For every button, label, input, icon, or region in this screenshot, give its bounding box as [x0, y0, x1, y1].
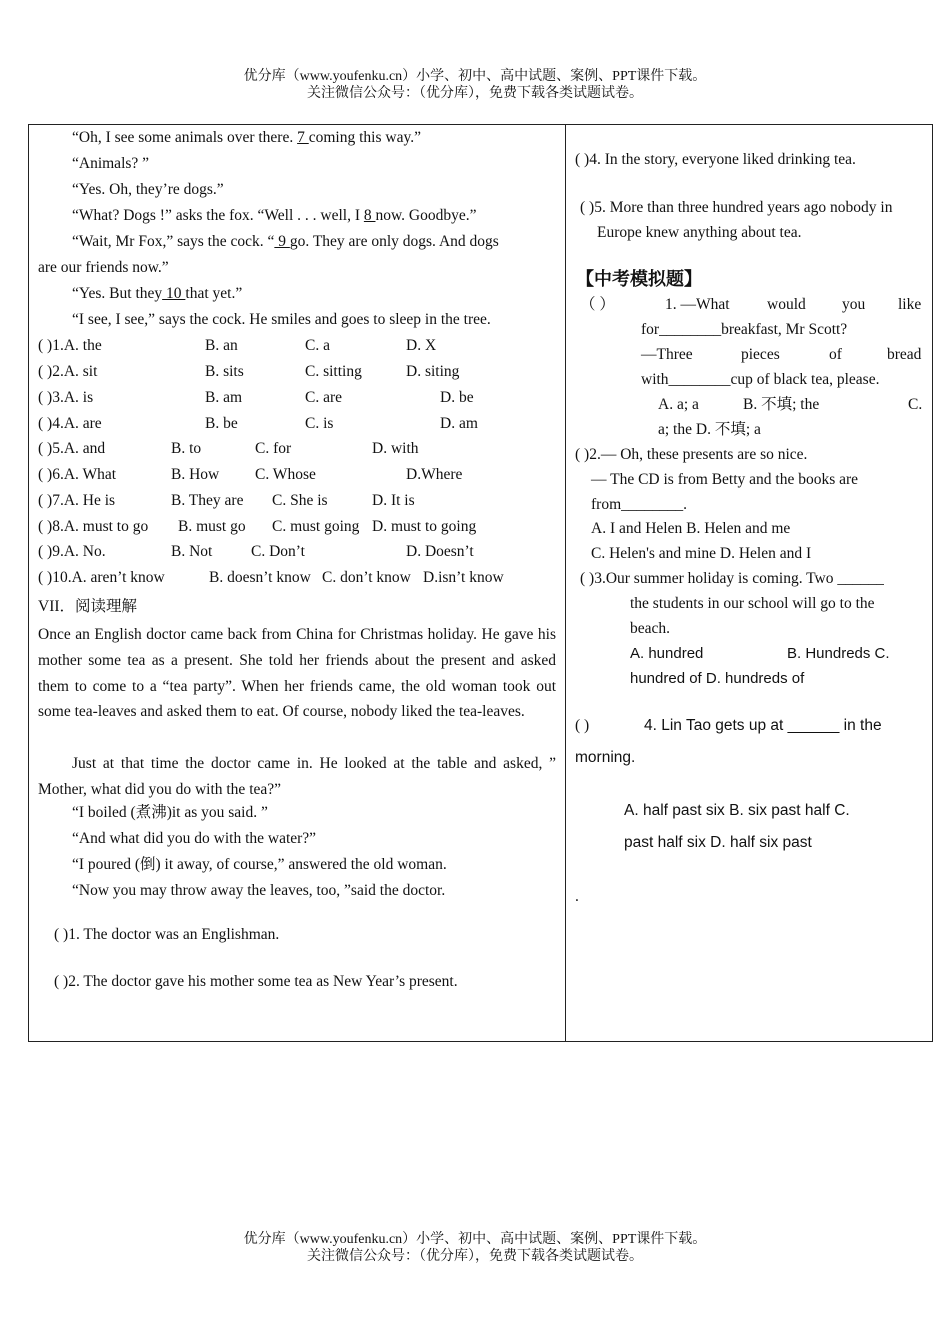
- choice-c: C. must going: [272, 518, 360, 535]
- question-text: pieces: [741, 346, 780, 363]
- dialog-line: “And what did you do with the water?”: [72, 830, 317, 847]
- answer-option: past half six D. half six past: [624, 834, 812, 851]
- dialog-line: “I poured (倒) it away, of course,” answered the old woman.: [72, 856, 447, 873]
- page-header: [0, 68, 950, 102]
- answer-option: B. 不填; the: [743, 396, 820, 413]
- choice-d: D.isn’t know: [423, 569, 504, 586]
- question-text: ( )3.Our summer holiday is coming. Two ______: [580, 570, 884, 587]
- true-false-question: ( )1. The doctor was an Englishman.: [54, 926, 280, 943]
- story-line: “I see, I see,” says the cock. He smiles and goes to sleep in the tree.: [72, 311, 491, 328]
- question-text: you: [842, 296, 866, 313]
- true-false-question: ( )4. In the story, everyone liked drinking tea.: [575, 151, 856, 168]
- answer-option: C.: [908, 396, 923, 413]
- answer-option: B. Hundreds C.: [787, 645, 890, 662]
- story-line: “What? Dogs !” asks the fox. “Well . . . well, I 8 now. Goodbye.”: [72, 207, 477, 224]
- choice-b: B. be: [205, 415, 238, 432]
- story-line: “Animals? ”: [72, 155, 150, 172]
- choice-c: C. are: [305, 389, 343, 406]
- choice-b: B. must go: [178, 518, 246, 535]
- section-title: VII．阅读理解: [38, 598, 138, 615]
- dialog-line: “I boiled (煮沸)it as you said. ”: [72, 804, 268, 821]
- choice-c: C. She is: [272, 492, 328, 509]
- page-footer: [0, 1231, 950, 1265]
- answer-option: A. I and Helen B. Helen and me: [591, 520, 791, 537]
- choice-a: ( )1.A. the: [38, 337, 102, 354]
- choice-c: C. for: [255, 440, 292, 457]
- question-bracket: （ ）: [580, 296, 615, 313]
- choice-a: ( )2.A. sit: [38, 363, 98, 380]
- question-text: 1. —What: [665, 296, 730, 313]
- header-line-1: 优分库（www.youfenku.cn）小学、初中、高中试题、案例、PPT课件下载。: [243, 69, 707, 84]
- story-line: “Oh, I see some animals over there. 7 coming this way.”: [72, 129, 421, 146]
- question-text: the students in our school will go to the: [630, 595, 875, 612]
- question-text: with________cup of black tea, please.: [641, 371, 880, 388]
- question-text: ( )2.— Oh, these presents are so nice.: [575, 446, 808, 463]
- question-text: 4. Lin Tao gets up at ______ in the: [644, 717, 882, 734]
- true-false-question: ( )2. The doctor gave his mother some tea as New Year’s present.: [54, 973, 458, 990]
- question-text: for________breakfast, Mr Scott?: [641, 321, 848, 338]
- reading-paragraph-1: Once an English doctor came back from China for Christmas holiday. He gave his mother some tea as a present. She told her friends about the present and asked them to come to a “tea party”. When her friends came, the old woman took out some tea-leaves and asked them to eat. Of course, nobody liked the tea-leaves.: [38, 626, 556, 721]
- answer-option: C. Helen's and mine D. Helen and I: [591, 545, 812, 562]
- footer-line-1: 优分库（www.youfenku.cn）小学、初中、高中试题、案例、PPT课件下载。: [243, 1232, 707, 1247]
- choice-b: B. doesn’t know: [209, 569, 311, 586]
- choice-d: D. It is: [372, 492, 415, 509]
- choice-d: D. am: [440, 415, 478, 432]
- section-heading: 【中考模拟题】: [576, 269, 702, 290]
- choice-c: C. Don’t: [251, 543, 305, 560]
- choice-a: ( )3.A. is: [38, 389, 94, 406]
- choice-c: C. is: [305, 415, 334, 432]
- choice-c: C. a: [305, 337, 330, 354]
- choice-d: D. with: [372, 440, 419, 457]
- choice-d: D. be: [440, 389, 474, 406]
- choice-b: B. How: [171, 466, 220, 483]
- answer-option: a; the D. 不填; a: [658, 421, 761, 438]
- question-text: beach.: [630, 620, 671, 637]
- choice-d: D.Where: [406, 466, 463, 483]
- answer-option: A. half past six B. six past half C.: [624, 802, 850, 819]
- question-text: bread: [887, 346, 922, 363]
- question-text: — The CD is from Betty and the books are: [591, 471, 859, 488]
- choice-b: B. Not: [171, 543, 213, 560]
- choice-a: ( )7.A. He is: [38, 492, 116, 509]
- choice-d: D. X: [406, 337, 437, 354]
- column-divider: [565, 124, 566, 1042]
- question-text: like: [898, 296, 922, 313]
- question-bracket: ( ): [575, 717, 590, 734]
- choice-a: ( )4.A. are: [38, 415, 102, 432]
- choice-c: C. don’t know: [322, 569, 411, 586]
- choice-a: ( )8.A. must to go: [38, 518, 149, 535]
- stray-dot: .: [575, 888, 579, 905]
- story-line: “Yes. Oh, they’re dogs.”: [72, 181, 224, 198]
- true-false-question: ( )5. More than three hundred years ago nobody in: [580, 199, 893, 216]
- choice-a: ( )5.A. and: [38, 440, 106, 457]
- story-line: “Yes. But they 10 that yet.”: [72, 285, 243, 302]
- question-text: of: [829, 346, 842, 363]
- question-text: morning.: [575, 749, 636, 766]
- story-line: are our friends now.”: [38, 259, 169, 276]
- choice-b: B. to: [171, 440, 202, 457]
- answer-option: A. hundred: [630, 645, 704, 662]
- dialog-line: “Now you may throw away the leaves, too, ”said the doctor.: [72, 882, 446, 899]
- true-false-question-cont: Europe knew anything about tea.: [597, 224, 802, 241]
- choice-b: B. sits: [205, 363, 244, 380]
- footer-line-2: 关注微信公众号：（优分库），免费下载各类试题试卷。: [307, 1249, 643, 1264]
- choice-d: D. must to going: [372, 518, 477, 535]
- answer-option: hundred of D. hundreds of: [630, 670, 805, 687]
- choice-a: ( )6.A. What: [38, 466, 117, 483]
- story-line: “Wait, Mr Fox,” says the cock. “ 9 go. They are only dogs. And dogs: [72, 233, 499, 250]
- choice-c: C. sitting: [305, 363, 362, 380]
- question-text: would: [767, 296, 806, 313]
- choice-a: ( )10.A. aren’t know: [38, 569, 165, 586]
- question-text: from________.: [591, 496, 688, 513]
- choice-a: ( )9.A. No.: [38, 543, 106, 560]
- reading-paragraph-2: Just at that time the doctor came in. He looked at the table and asked, ” Mother, what did you do with the tea?”: [38, 755, 556, 798]
- choice-d: D. Doesn’t: [406, 543, 474, 560]
- choice-b: B. an: [205, 337, 238, 354]
- answer-option: A. a; a: [658, 396, 699, 413]
- question-text: —Three: [641, 346, 693, 363]
- choice-b: B. They are: [171, 492, 244, 509]
- choice-d: D. siting: [406, 363, 460, 380]
- header-line-2: 关注微信公众号：（优分库），免费下载各类试题试卷。: [307, 86, 643, 101]
- choice-b: B. am: [205, 389, 243, 406]
- choice-c: C. Whose: [255, 466, 316, 483]
